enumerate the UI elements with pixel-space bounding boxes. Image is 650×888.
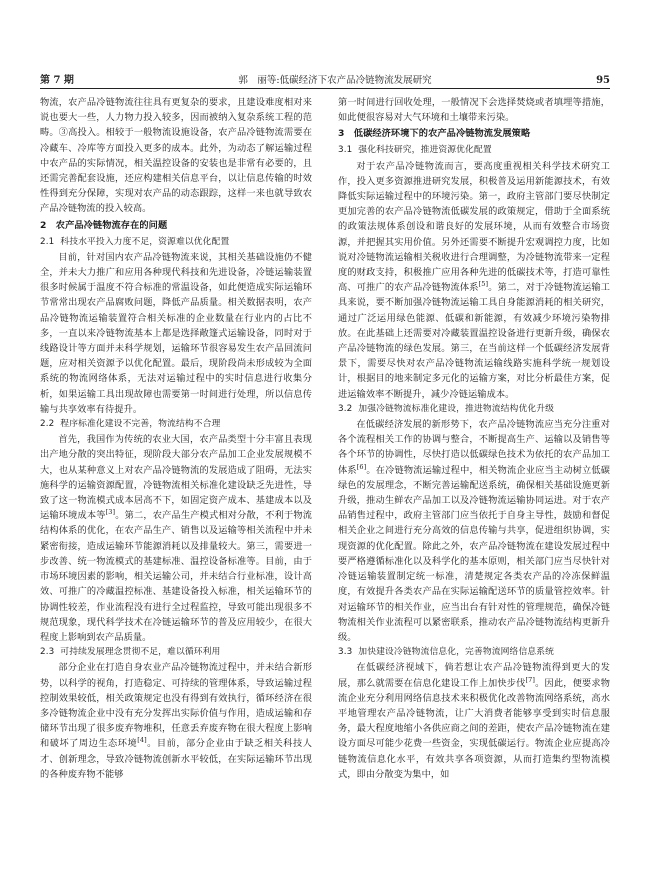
paragraph: 目前，针对国内农产品冷链物流来说，其相关基础设施仍不健全，并未大力推广和应用各种现代科技和先进设备，冷链运输装置很多时候属于温度不符合标准的常温设备，如此便造成实际运输环节常常出现农产品腐败问题，降低产品质量。相关数据表明，农产品冷链物流运输装置符合相关标准的企业数量在行业内的占比不多，一直以来冷链物流基本上都是选择敞篷式运输设备，同时对于线路设计等方面并未科学规划，运输环节很容易发生农产品回流问题，应对相关资源予以优化配置。最后，现阶段尚未形成较为全面系统的物流网络体系，无法对运输过程中的实时信息进行收集分析，如果运输工具出现故障也需要第一时间进行处理，所以信息传输与共享效率有待提升。 xyxy=(40,251,312,415)
issue-number: 第 7 期 xyxy=(40,75,74,86)
subsection-heading: 3.1 强化科技研究，推进资源优化配置 xyxy=(338,145,492,156)
paragraph: 物流，农产品冷链物流往往具有更复杂的要求，且建设难度相对来说也要大一些，人力物力投入较多，因而被纳入复杂系统工程的范畴。③高投入。相较于一般物流设施设备，农产品冷链物流需要在冷藏车、冷库等方面投入更多的成本。此外，为动态了解运输过程中农产品的实际情况，相关温控设备的安装也是非常有必要的，且还需完善配套设施，还应构建相关信息平台，以让信息传输的时效性得到充分保障，实现对农产品的动态跟踪，这样一来也就导致农产品冷链物流的投入较高。 xyxy=(40,97,312,215)
citation: [6] xyxy=(356,462,367,471)
paragraph: 在低碳经济视域下，倘若想让农产品冷链物流得到更大的发展，那么就需要在信息化建设工作上加快步伐[7]。因此，便要求物流企业充分利用网络信息技术来积极优化改善物流网络系统，高水平地管理农产品冷链物流，让广大消费者能够享受到实时信息服务，最大程度地缩小各供应商之间的差距，使农产品冷链物流在建设方面尽可能少花费一些资金，实现低碳运行。物流企业应提高冷链物流信息化水平，有效共享各项资源，从而打造集约型物流模式，即由分散变为集中，如 xyxy=(338,662,610,780)
running-title: 郭 丽等:低碳经济下农产品冷链物流发展研究 xyxy=(238,75,432,86)
paragraph: 首先，我国作为传统的农业大国，农产品类型十分丰富且表现出产地分散的突出特征，现阶段大部分农产品加工企业发展规模不大，也从某种意义上对农产品冷链物流的发展造成了阻碍，无法实施科学的运输资源配置，冷链物流相关标准化建设缺乏先进性，导致了这一物流模式成本居高不下，如固定资产成本、基建成本以及运输环境成本等[3]。第二，农产品生产模式相对分散，不利于物流结构体系的优化，在农产品生产、销售以及运输等相关流程中并未紧密衔接，造成运输环节能源消耗以及排量较大。第三，需要进一步改善、统一物流模式的基建标准、温控设备标准等。目前，由于市场环境因素的影响，相关运输公司，并未结合行业标准，设计高效、可推广的冷藏温控标准、基建设备投入标准，相关运输环节的协调性较差，作业流程没有进行全过程监控，导致可能出现很多不规范现象，现代科学技术在冷链运输环节的普及应用较少，在很大程度上影响到农产品质量。 xyxy=(40,434,312,643)
citation: [7] xyxy=(525,675,535,684)
paragraph: 第一时间进行回收处理，一般情况下会选择焚烧或者填埋等措施，如此便很容易对大气环境和土壤带来污染。 xyxy=(338,97,610,124)
paragraph: 对于农产品冷链物流而言，要高度重视相关科学技术研究工作，投入更多资源推进研究发展，积极普及运用新能源技术，有效降低实际运输过程中的环境污染。第一，政府主管部门要尽快制定更加完善的农产品冷链物流低碳发展的政策规定，借助于全面系统的政策法规体系创设和谐良好的发展环境，从而有效整合市场资源，并把握其实用价值。另外还需要不断提升宏观调控力度，比如说对冷链物流运输相关税收进行合理调整，为冷链物流带来一定程度的财政支持，积极推广应用各种先进的低碳技术等，打造可靠性高、可推广的农产品冷链物流体系[5]。第二，对于冷链物流运输工具来说，要不断加强冷链物流运输工具自身能源消耗的相关研究，通过广泛运用绿色能源、低碳和新能源，有效减少环境污染物排放。在此基础上还需要对冷藏装置温控设备进行更新升级，确保农产品冷链物流的绿色发展。第三，在当前这样一个低碳经济发展背景下，需要尽快对农产品冷链物流运输线路实施科学统一规划设计，根据目的地来制定多元化的运输方案，对比分析最佳方案，促进运输效率不断提升，减少冷链运输成本。 xyxy=(338,160,610,400)
section-heading: 2 农产品冷链物流存在的问题 xyxy=(40,219,168,231)
subsection-heading: 2.3 可持续发展理念贯彻不足，难以循环利用 xyxy=(40,647,221,658)
right-column xyxy=(338,95,610,782)
citation: [4] xyxy=(137,736,147,745)
page-number: 95 xyxy=(596,75,610,86)
left-column xyxy=(40,95,312,782)
running-header xyxy=(40,71,610,85)
subsection-heading: 3.3 加快建设冷链物流信息化，完善物流网络信息系统 xyxy=(338,647,555,658)
header-rule xyxy=(40,88,610,89)
paragraph: 在低碳经济发展的新形势下，农产品冷链物流应当充分注重对各个流程相关工作的协调与整合，不断提高生产、运输以及销售等各个环节的协调性，尽快打造以低碳绿色技术为依托的农产品加工体系[6]。在冷链物流运输过程中，相关物流企业应当主动树立低碳绿色的发展理念，不断完善运输配送系统，确保相关基础设施更新升级，推动生鲜农产品加工以及冷链物流运输协同运进。对于农产品销售过程中，政府主管部门应当依托于自身主导性，鼓励和督促相关企业之间进行充分高效的信息传输与共享，促进组织协调，实现资源的优化配置。除此之外，农产品冷链物流在建设发展过程中要严格遵循标准化以及科学化的基本原则，相关部门应当尽快针对冷链运输装置制定统一标准，清楚规定各类农产品的冷冻保鲜温度，有效提升各类农产品在实际运输配送环节的质量管控效率。针对运输环节的相关作业，应当出台有针对性的管理规范，确保冷链物流相关作业流程可以紧密联系，推动农产品冷链物流结构更新升级。 xyxy=(338,419,610,643)
citation: [5] xyxy=(478,280,489,289)
subsection-heading: 3.2 加强冷链物流标准化建设，推进物流结构优化升级 xyxy=(338,403,555,414)
subsection-heading: 2.2 程序标准化建设不完善，物流结构不合理 xyxy=(40,419,221,430)
paragraph: 部分企业在打造自身农业产品冷链物流过程中，并未结合新形势，以科学的视角，打造稳定、可持续的管理体系，导致运输过程控制效果较低，相关政策规定也没有得到有效执行，循环经济在很多冷链物流企业中没有充分发挥出实际价值与作用，造成运输和存储环节出现了很多废弃物堆积，任意丢弃废弃物在很大程度上影响和破坏了周边生态环境[4]。目前，部分企业由于缺乏相关科技人才、创新理念，导致冷链物流创新水平较低，在实际运输环节出现的各种废弃物不能够 xyxy=(40,662,312,780)
subsection-heading: 2.1 科技水平投入力度不足，资源难以优化配置 xyxy=(40,236,230,247)
citation: [3] xyxy=(105,508,116,517)
section-heading: 3 低碳经济环境下的农产品冷链物流发展策略 xyxy=(338,128,531,140)
